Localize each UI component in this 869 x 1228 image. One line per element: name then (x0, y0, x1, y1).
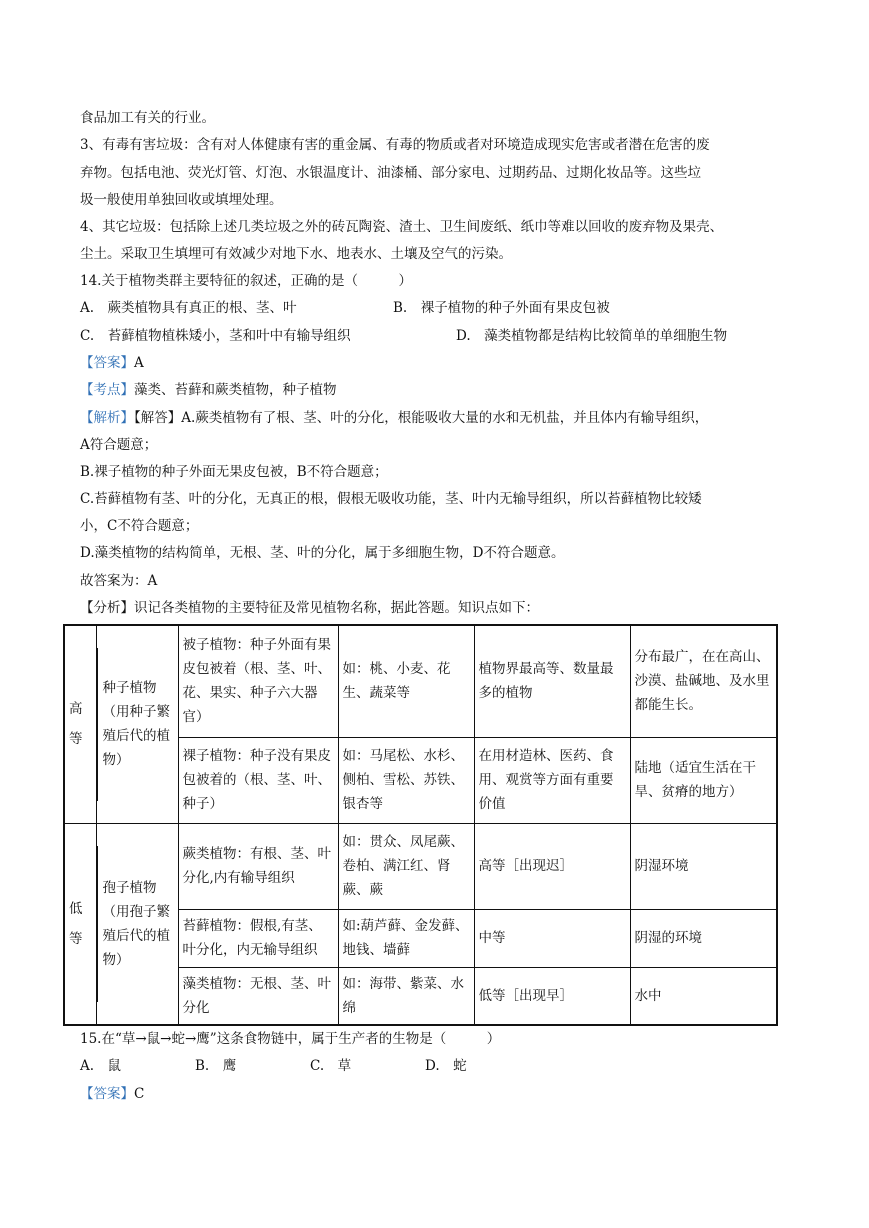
table-cell: 裸子植物：种子没有果皮包被着的（根、茎、叶、种子） (178, 737, 338, 823)
answer-value: A (134, 355, 144, 371)
answer-line (80, 353, 144, 373)
table-cell: 分布最广，在在高山、沙漠、盐碱地、及水里都能生长。 (630, 625, 777, 737)
table-cell: 如：贯众、凤尾蕨、卷柏、满江红、肾蕨、蕨 (338, 823, 474, 909)
grade-char: 等 (69, 930, 83, 947)
spore-plants-label: 孢子植物（用孢子繁殖后代的植物） (102, 879, 170, 968)
grade-char: 等 (69, 731, 83, 748)
table-cell: 如:葫芦藓、金发藓、地钱、墙藓 (338, 909, 474, 967)
table-cell: 如：马尾松、水杉、侧柏、雪松、苏铁、银杏等 (338, 737, 474, 823)
text-line: 4、其它垃圾：包括除上述几类垃圾之外的砖瓦陶瓷、渣土、卫生间废纸、纸巾等难以回收的废弃物及果壳、 (80, 219, 724, 235)
table-cell: 植物界最高等、数量最多的植物 (474, 625, 630, 737)
text-line: 3、有毒有害垃圾：含有对人体健康有害的重金属、有毒的物质或者对环境造成现实危害或者潜在危害的废 (80, 137, 710, 153)
grade-char: 低 (69, 900, 83, 917)
answer-line (80, 1084, 144, 1104)
text-line: B.裸子植物的种子外面无果皮包被，B不符合题意； (80, 464, 388, 480)
text-line: 弃物。包括电池、荧光灯管、灯泡、水银温度计、油漆桶、部分家电、过期药品、过期化妆品等。这些垃 (80, 165, 701, 181)
table-cell: 陆地（适宜生活在干旱、贫瘠的地方） (630, 737, 777, 823)
answer-tag: 【答案】 (80, 1086, 134, 1102)
text-line: 【分析】识记各类植物的主要特征及常见植物名称，据此答题。知识点如下： (80, 600, 539, 616)
table-cell: 在用材造林、医药、食用、观赏等方面有重要价值 (474, 737, 630, 823)
answer-tag: 【答案】 (80, 355, 134, 371)
table-cell: 阴湿的环境 (630, 909, 777, 967)
point-tag: 【考点】 (80, 382, 134, 398)
table-cell: 藻类植物：无根、茎、叶分化 (178, 967, 338, 1025)
knowledge-point-line (80, 380, 337, 400)
point-value: 藻类、苔藓和蕨类植物，种子植物 (134, 382, 337, 398)
table-cell: 高等［出现迟］ (474, 823, 630, 909)
table-cell: 如：海带、紫菜、水绵 (338, 967, 474, 1025)
analysis-tag: 【解析】 (80, 410, 134, 426)
text-line: 故答案为：A (80, 573, 158, 589)
option-c: C. 苔藓植物植株矮小，茎和叶中有输导组织 (80, 328, 351, 344)
option-d: D. 藻类植物都是结构比较简单的单细胞生物 (456, 328, 728, 344)
table-cell: 苔藓植物：假根,有茎、叶分化，内无输导组织 (178, 909, 338, 967)
option-b: B. 裸子植物的种子外面有果皮包被 (393, 300, 610, 316)
text-line: 小，C不符合题意； (80, 518, 199, 534)
table-row (64, 625, 777, 737)
text-line: 尘土。采取卫生填埋可有效减少对地下水、地表水、土壤及空气的污染。 (80, 246, 512, 262)
table-cell: 中等 (474, 909, 630, 967)
text-line: 圾一般使用单独回收或填埋处理。 (80, 192, 283, 208)
table-cell: 被子植物：种子外面有果皮包被着（根、茎、叶、花、果实、种子六大器官） (178, 625, 338, 737)
text-line: D.藻类植物的结构简单，无根、茎、叶的分化，属于多细胞生物，D不符合题意。 (80, 545, 565, 561)
option-a: A. 鼠 (80, 1058, 122, 1074)
grade-high-cell (64, 625, 96, 823)
analysis-text: 【解答】A.蕨类植物有了根、茎、叶的分化，根能吸收大量的水和无机盐，并且体内有输导组织， (134, 410, 709, 426)
table-cell: 低等［出现早］ (474, 967, 630, 1025)
option-d: D. 蛇 (425, 1058, 467, 1074)
text-line: A符合题意； (80, 437, 158, 453)
table-row (64, 823, 777, 909)
question-stem: 15.在“草→鼠→蛇→鹰”这条食物链中，属于生产者的生物是（ ） (80, 1031, 501, 1047)
spore-plants-cell (96, 823, 178, 1025)
grade-low-cell (64, 823, 96, 1025)
option-a: A. 蕨类植物具有真正的根、茎、叶 (80, 300, 297, 316)
seed-plants-label: 种子植物（用种子繁殖后代的植物） (102, 680, 170, 769)
table-cell: 如：桃、小麦、花生、蔬菜等 (338, 625, 474, 737)
question-stem: 14.关于植物类群主要特征的叙述，正确的是（ ） (80, 273, 412, 289)
grade-char: 高 (69, 701, 83, 718)
option-c: C. 草 (310, 1058, 352, 1074)
table-cell: 蕨类植物：有根、茎、叶分化,内有输导组织 (178, 823, 338, 909)
plant-classification-table (63, 624, 778, 1026)
option-b: B. 鹰 (195, 1058, 237, 1074)
table-cell: 水中 (630, 967, 777, 1025)
answer-value: C (134, 1086, 145, 1102)
text-line: 食品加工有关的行业。 (80, 110, 215, 126)
seed-plants-cell (96, 625, 178, 823)
table-cell: 阴湿环境 (630, 823, 777, 909)
analysis-line (80, 408, 708, 428)
text-line: C.苔藓植物有茎、叶的分化，无真正的根，假根无吸收功能，茎、叶内无输导组织，所以苔藓植物比较矮 (80, 491, 702, 507)
